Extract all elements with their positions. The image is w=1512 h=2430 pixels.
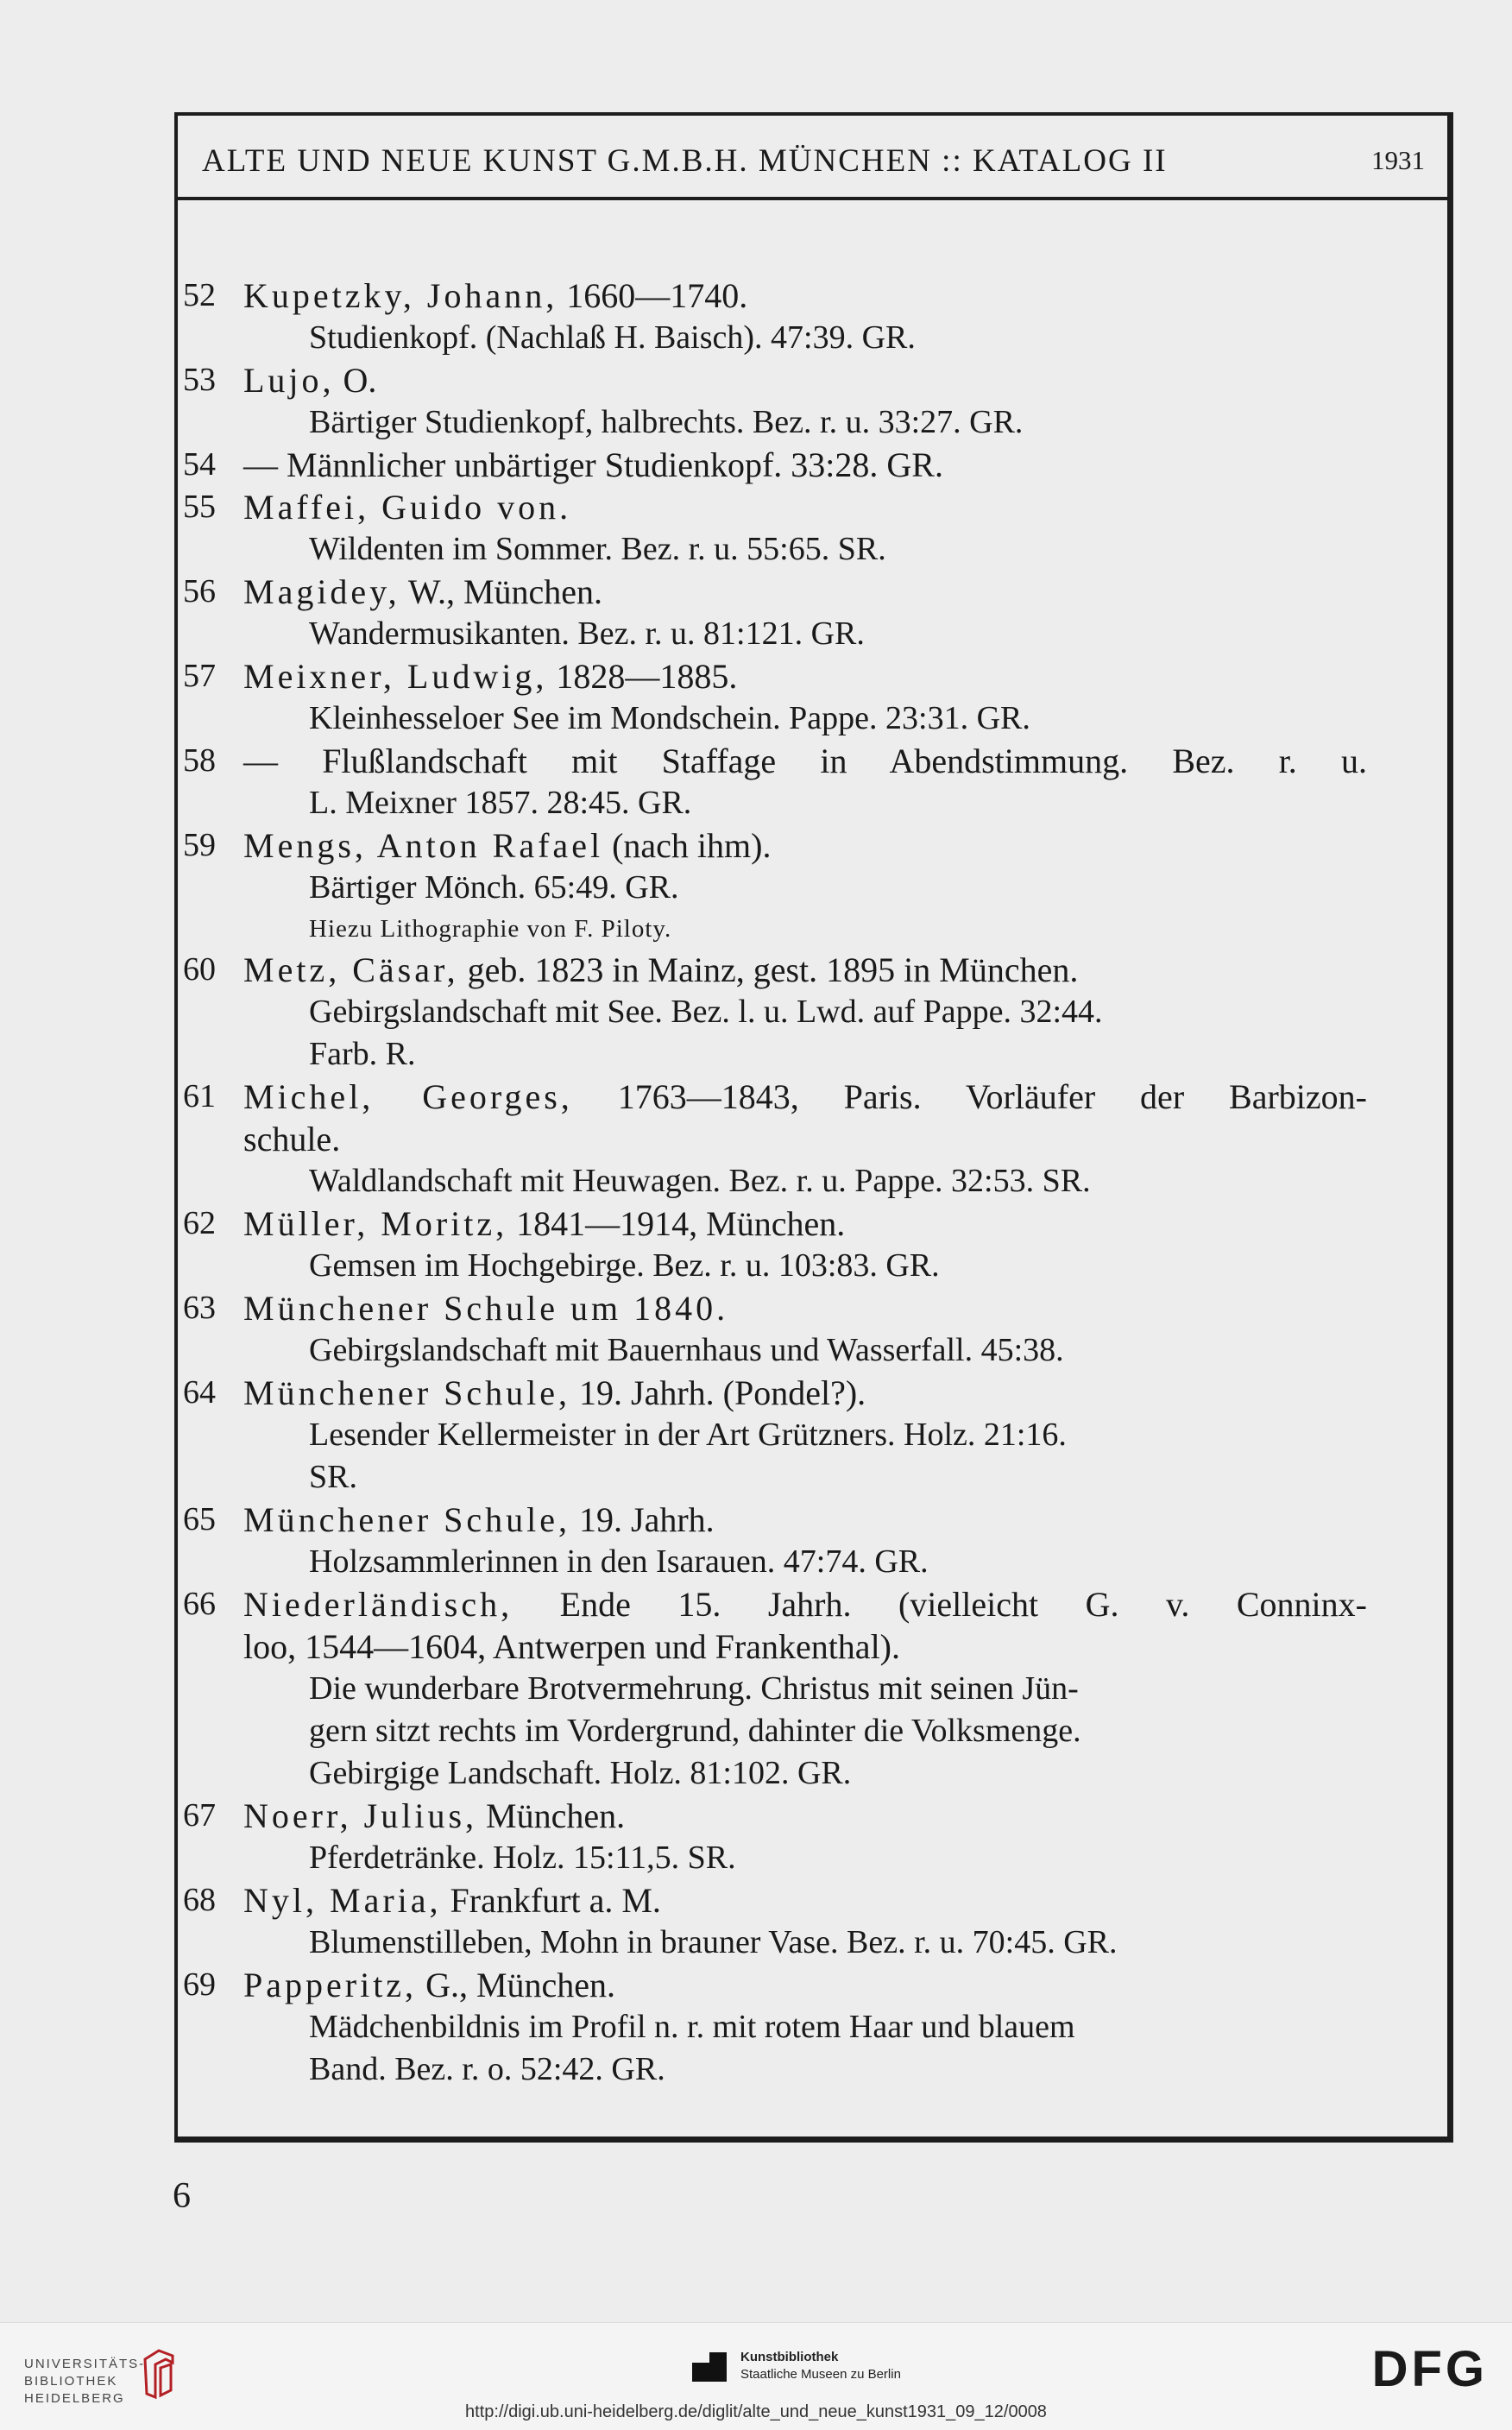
artist-name: Müller, Moritz, bbox=[243, 1204, 508, 1243]
entry-heading bbox=[243, 655, 1367, 697]
entry-description: Lesender Kellermeister in der Art Grützners. Holz. 21:16. bbox=[309, 1417, 1067, 1453]
catalog-entry bbox=[174, 1964, 1367, 2091]
entry-description: Wildenten im Sommer. Bez. r. u. 55:65. SR. bbox=[309, 531, 886, 567]
entry-description: Blumenstilleben, Mohn in brauner Vase. Bez. r. u. 70:45. GR. bbox=[309, 1924, 1118, 1960]
footer bbox=[0, 2322, 1512, 2430]
entry-number: 68 bbox=[183, 1882, 216, 1918]
entry-number: 52 bbox=[183, 277, 216, 313]
entry-note: Hiezu Lithographie von F. Piloty. bbox=[309, 915, 672, 943]
catalog-entry bbox=[174, 1372, 1367, 1499]
artist-name: Münchener Schule, bbox=[243, 1500, 571, 1539]
artist-name: Meixner, Ludwig, bbox=[243, 657, 548, 696]
artist-name: Maffei, Guido von. bbox=[243, 488, 572, 527]
entry-heading-rest: geb. 1823 in Mainz, gest. 1895 in München. bbox=[458, 950, 1079, 989]
artist-name: Papperitz, bbox=[243, 1966, 418, 2004]
entry-heading bbox=[243, 1879, 1367, 1922]
catalog-entry bbox=[174, 949, 1367, 1076]
entry-description: Gebirgslandschaft mit Bauernhaus und Wasserfall. 45:38. bbox=[309, 1332, 1064, 1368]
entry-number: 69 bbox=[183, 1966, 216, 2003]
catalog-header bbox=[178, 116, 1447, 200]
entry-description: Bärtiger Studienkopf, halbrechts. Bez. r. u. 33:27. GR. bbox=[309, 404, 1024, 440]
entry-heading-rest: 1660—1740. bbox=[558, 276, 748, 315]
entry-heading bbox=[243, 1795, 1367, 1837]
catalog-entry bbox=[174, 1795, 1367, 1879]
page-number: 6 bbox=[173, 2176, 191, 2216]
entry-heading bbox=[243, 1964, 1367, 2006]
entry-heading-rest: — Männlicher unbärtiger Studienkopf. 33:28. GR. bbox=[243, 445, 943, 484]
entry-number: 63 bbox=[183, 1290, 216, 1326]
artist-name: Noerr, Julius, bbox=[243, 1796, 478, 1835]
entry-number: 56 bbox=[183, 573, 216, 609]
entry-heading bbox=[243, 444, 1367, 486]
entry-description: Pferdetränke. Holz. 15:11,5. SR. bbox=[309, 1840, 736, 1876]
entry-number: 57 bbox=[183, 658, 216, 694]
entry-heading bbox=[243, 1583, 1367, 1625]
entry-heading-rest: 1841—1914, München. bbox=[507, 1204, 846, 1243]
artist-name: Mengs, Anton Rafael bbox=[243, 826, 604, 865]
entry-heading bbox=[243, 1202, 1367, 1245]
university-library-logo[interactable] bbox=[24, 2356, 145, 2408]
entry-description: Kleinhesseloer See im Mondschein. Pappe. 23:31. GR. bbox=[309, 700, 1030, 736]
artist-name: Kupetzky, Johann, bbox=[243, 276, 558, 315]
dfg-logo[interactable]: DFG bbox=[1371, 2341, 1488, 2397]
entry-heading bbox=[243, 949, 1367, 991]
entry-list bbox=[183, 275, 1367, 2091]
entry-description: Mädchenbildnis im Profil n. r. mit rotem Haar und blauem bbox=[309, 2009, 1075, 2045]
entry-description: Gemsen im Hochgebirge. Bez. r. u. 103:83. GR. bbox=[309, 1247, 940, 1284]
catalog-entry bbox=[174, 1499, 1367, 1583]
entry-heading-rest: G., München. bbox=[417, 1966, 616, 2004]
entry-heading-rest: W., München. bbox=[400, 572, 603, 611]
artist-name: Niederländisch, bbox=[243, 1585, 513, 1624]
kunstbibliothek-logo[interactable] bbox=[690, 2347, 901, 2385]
university-line: BIBLIOTHEK bbox=[24, 2374, 118, 2389]
entry-description: Die wunderbare Brotvermehrung. Christus mit seinen Jün- bbox=[309, 1670, 1079, 1707]
entry-heading bbox=[243, 824, 1367, 867]
artist-name: Münchener Schule um 1840. bbox=[243, 1289, 729, 1328]
university-seal-icon bbox=[140, 2347, 178, 2401]
kunstbibliothek-label: Kunstbibliothek bbox=[740, 2350, 839, 2364]
catalog-entry bbox=[174, 275, 1367, 359]
entry-heading bbox=[243, 359, 1367, 401]
entry-heading-rest: 1763—1843, Paris. Vorläufer der Barbizon- bbox=[572, 1077, 1367, 1116]
entry-heading bbox=[243, 1076, 1367, 1118]
museen-label: Staatliche Museen zu Berlin bbox=[740, 2367, 901, 2382]
entry-description: Farb. R. bbox=[309, 1036, 416, 1072]
entry-heading-rest: — Flußlandschaft mit Staffage in Abendstimmung. Bez. r. u. bbox=[243, 742, 1367, 780]
entry-heading-continuation: schule. bbox=[243, 1120, 341, 1158]
entry-number: 67 bbox=[183, 1797, 216, 1834]
entry-description: Gebirgslandschaft mit See. Bez. l. u. Lwd. auf Pappe. 32:44. bbox=[309, 994, 1103, 1030]
entry-number: 62 bbox=[183, 1205, 216, 1241]
entry-heading bbox=[243, 571, 1367, 613]
entry-description: Waldlandschaft mit Heuwagen. Bez. r. u. Pappe. 32:53. SR. bbox=[309, 1163, 1091, 1199]
entry-heading bbox=[243, 1287, 1367, 1329]
entry-description: Holzsammlerinnen in den Isarauen. 47:74. GR. bbox=[309, 1543, 929, 1580]
entry-description: Band. Bez. r. o. 52:42. GR. bbox=[309, 2051, 665, 2087]
entry-number: 60 bbox=[183, 951, 216, 988]
artist-name: Münchener Schule, bbox=[243, 1373, 571, 1412]
entry-description: L. Meixner 1857. 28:45. GR. bbox=[309, 785, 692, 821]
entry-heading bbox=[243, 275, 1367, 317]
entry-number: 65 bbox=[183, 1501, 216, 1537]
entry-number: 54 bbox=[183, 446, 216, 483]
source-url[interactable]: http://digi.ub.uni-heidelberg.de/diglit/alte_und_neue_kunst1931_09_12/0008 bbox=[465, 2402, 1047, 2421]
entry-heading-rest: 19. Jahrh. (Pondel?). bbox=[570, 1373, 866, 1412]
entry-heading-continuation: loo, 1544—1604, Antwerpen und Frankenthal). bbox=[243, 1627, 900, 1666]
entry-heading-rest: 19. Jahrh. bbox=[570, 1500, 715, 1539]
artist-name: Michel, Georges, bbox=[243, 1077, 573, 1116]
catalog-entry bbox=[174, 824, 1367, 949]
entry-description: Studienkopf. (Nachlaß H. Baisch). 47:39. GR. bbox=[309, 319, 916, 356]
university-line: UNIVERSITÄTS- bbox=[24, 2357, 146, 2371]
catalog-entry bbox=[174, 655, 1367, 740]
catalog-entry bbox=[174, 486, 1367, 571]
artist-name: Metz, Cäsar, bbox=[243, 950, 459, 989]
entry-heading-rest: Frankfurt a. M. bbox=[441, 1881, 661, 1920]
artist-name: Magidey, bbox=[243, 572, 400, 611]
entry-number: 64 bbox=[183, 1374, 216, 1411]
catalog-entry bbox=[174, 1076, 1367, 1202]
entry-number: 61 bbox=[183, 1078, 216, 1114]
header-year: 1931 bbox=[1371, 145, 1425, 175]
entry-heading-rest: 1828—1885. bbox=[547, 657, 738, 696]
artist-name: Nyl, Maria, bbox=[243, 1881, 442, 1920]
university-line: HEIDELBERG bbox=[24, 2391, 125, 2406]
entry-description: gern sitzt rechts im Vordergrund, dahinter die Volksmenge. bbox=[309, 1713, 1081, 1749]
entry-number: 66 bbox=[183, 1586, 216, 1622]
entry-heading-rest: Ende 15. Jahrh. (vielleicht G. v. Conninx- bbox=[513, 1585, 1367, 1624]
catalog-entry bbox=[174, 1879, 1367, 1964]
entry-description: Bärtiger Mönch. 65:49. GR. bbox=[309, 869, 679, 906]
catalog-entry bbox=[174, 1583, 1367, 1795]
entry-number: 59 bbox=[183, 827, 216, 863]
entry-heading bbox=[243, 740, 1367, 782]
entry-description: Gebirgige Landschaft. Holz. 81:102. GR. bbox=[309, 1755, 852, 1791]
artist-name: Lujo, bbox=[243, 361, 335, 400]
entry-number: 55 bbox=[183, 489, 216, 525]
entry-heading-rest: (nach ihm). bbox=[603, 826, 772, 865]
catalog-entry bbox=[174, 740, 1367, 824]
header-title: ALTE UND NEUE KUNST G.M.B.H. MÜNCHEN :: KATALOG II bbox=[202, 142, 1168, 179]
catalog-entry bbox=[174, 444, 1367, 486]
museum-mark-icon bbox=[690, 2347, 728, 2385]
entry-description: SR. bbox=[309, 1459, 357, 1495]
entry-heading bbox=[243, 486, 1367, 528]
entry-number: 53 bbox=[183, 362, 216, 398]
entry-number: 58 bbox=[183, 742, 216, 779]
entry-description: Wandermusikanten. Bez. r. u. 81:121. GR. bbox=[309, 615, 865, 652]
entry-heading-rest: München. bbox=[477, 1796, 626, 1835]
catalog-entry bbox=[174, 1287, 1367, 1372]
catalog-entry bbox=[174, 359, 1367, 444]
catalog-entry bbox=[174, 571, 1367, 655]
catalog-entry bbox=[174, 1202, 1367, 1287]
entry-heading bbox=[243, 1499, 1367, 1541]
entry-heading bbox=[243, 1372, 1367, 1414]
entry-heading-rest: O. bbox=[334, 361, 377, 400]
